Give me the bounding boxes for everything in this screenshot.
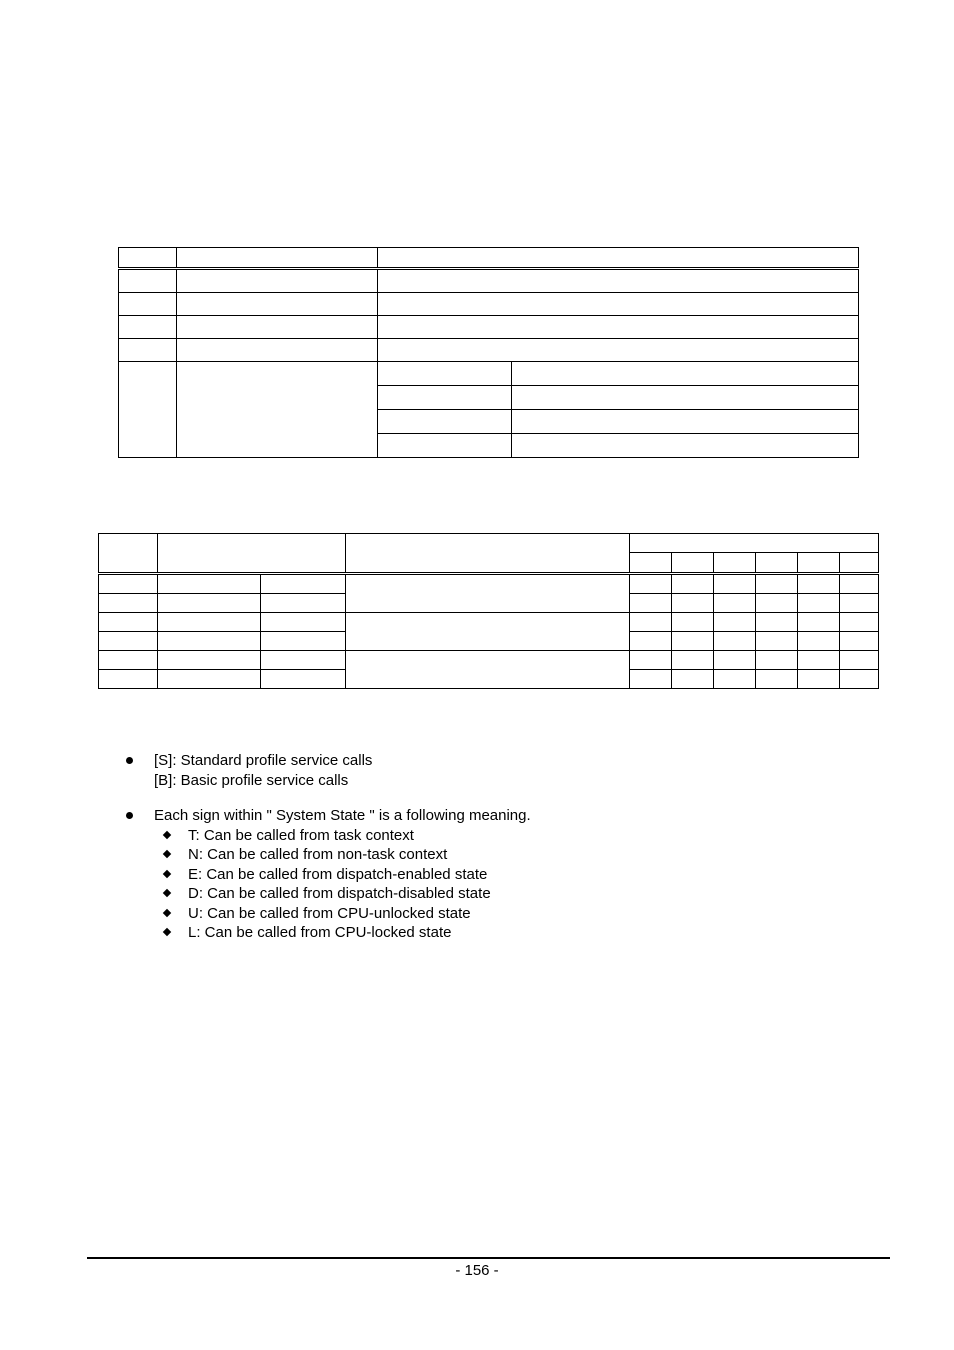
- table-cell: [714, 574, 756, 594]
- list-item: [154, 845, 531, 865]
- diamond-bullet-icon: [163, 908, 171, 916]
- table-cell: [714, 651, 756, 670]
- table-cell: [99, 574, 158, 594]
- table-cell: [714, 670, 756, 689]
- table-cell: [756, 574, 798, 594]
- basic-profile-text: [B]: Basic profile service calls: [154, 771, 349, 789]
- table-cell: [512, 386, 859, 410]
- parameters-table: [118, 247, 859, 458]
- table-cell: [756, 632, 798, 651]
- system-state-intro: Each sign within " System State " is a following meaning.: [154, 807, 531, 824]
- diamond-bullet-icon: [163, 850, 171, 858]
- table-cell: [840, 632, 879, 651]
- table-cell: [630, 632, 672, 651]
- system-state-list: [154, 826, 531, 943]
- table-cell: [378, 339, 859, 362]
- table-cell: [630, 670, 672, 689]
- table-cell: [158, 534, 346, 574]
- table-cell: [798, 613, 840, 632]
- standard-profile-text: [S]: Standard profile service calls: [154, 752, 373, 769]
- table-cell: [158, 594, 261, 613]
- table-cell: [378, 386, 512, 410]
- list-item: [154, 865, 531, 885]
- table-cell: [261, 613, 346, 632]
- table-row: [119, 293, 859, 316]
- table-cell: [672, 594, 714, 613]
- table-cell: [756, 651, 798, 670]
- table-cell: [798, 632, 840, 651]
- table-cell: [672, 670, 714, 689]
- table-cell: [177, 269, 378, 293]
- list-item-text: E: Can be called from dispatch-enabled state: [188, 865, 488, 883]
- table-cell: [798, 670, 840, 689]
- table-cell: [119, 293, 177, 316]
- table-cell: [756, 553, 798, 574]
- table-cell: [261, 574, 346, 594]
- list-item: [154, 923, 531, 943]
- table-cell: [158, 613, 261, 632]
- table-cell: [378, 362, 512, 386]
- table-row: [119, 269, 859, 293]
- table-row: [119, 339, 859, 362]
- table-cell: [119, 269, 177, 293]
- table-cell: [798, 594, 840, 613]
- table-cell: [177, 248, 378, 269]
- diamond-bullet-icon: [163, 889, 171, 897]
- table-cell: [512, 410, 859, 434]
- table-header-row: [119, 248, 859, 269]
- table-cell: [158, 670, 261, 689]
- table-row: [99, 574, 879, 594]
- table-cell: [672, 651, 714, 670]
- table-cell: [158, 651, 261, 670]
- list-item-text: D: Can be called from dispatch-disabled state: [188, 885, 491, 902]
- table-cell: [158, 574, 261, 594]
- list-item-text: U: Can be called from CPU-unlocked state: [188, 904, 471, 922]
- list-item-text: L: Can be called from CPU-locked state: [188, 924, 452, 941]
- table-cell: [99, 651, 158, 670]
- table-cell: [177, 293, 378, 316]
- table-cell: [346, 613, 630, 651]
- table-cell: [378, 410, 512, 434]
- table-cell: [99, 594, 158, 613]
- table-cell: [99, 534, 158, 574]
- list-item: [154, 884, 531, 904]
- table-cell: [158, 632, 261, 651]
- table-cell: [99, 632, 158, 651]
- table-cell: [177, 316, 378, 339]
- table-cell: [840, 594, 879, 613]
- footer-divider: [87, 1257, 890, 1259]
- diamond-bullet-icon: [163, 830, 171, 838]
- list-item-text: N: Can be called from non-task context: [188, 846, 448, 863]
- table-row: [119, 362, 859, 386]
- list-item: [154, 826, 531, 846]
- table-cell: [261, 670, 346, 689]
- table-cell: [378, 269, 859, 293]
- notes-section: [124, 751, 531, 943]
- table-cell: [756, 594, 798, 613]
- table-cell: [119, 248, 177, 269]
- table-cell: [798, 574, 840, 594]
- diamond-bullet-icon: [163, 869, 171, 877]
- table-cell: [756, 613, 798, 632]
- bullet-icon: [126, 812, 133, 819]
- table-cell: [261, 594, 346, 613]
- system-state-note: [124, 806, 531, 943]
- table-cell: [630, 553, 672, 574]
- table-cell: [672, 613, 714, 632]
- diamond-bullet-icon: [163, 928, 171, 936]
- table-cell: [512, 362, 859, 386]
- table-cell: [261, 651, 346, 670]
- table-cell: [630, 613, 672, 632]
- table-cell: [346, 534, 630, 574]
- table-row: [99, 651, 879, 670]
- table-cell: [378, 293, 859, 316]
- table-cell: [630, 594, 672, 613]
- table-cell: [840, 651, 879, 670]
- table-cell: [714, 632, 756, 651]
- table-cell: [840, 670, 879, 689]
- table-cell: [756, 670, 798, 689]
- page-number: - 156 -: [455, 1262, 499, 1279]
- table-cell: [99, 613, 158, 632]
- table-cell: [177, 339, 378, 362]
- table-cell: [672, 632, 714, 651]
- table-row: [119, 316, 859, 339]
- table-cell: [714, 594, 756, 613]
- table-cell: [840, 553, 879, 574]
- list-item: [154, 904, 531, 924]
- system-state-header-cell: [630, 534, 879, 553]
- table-cell: [672, 574, 714, 594]
- table-header-row: [99, 534, 879, 553]
- table-cell: [798, 651, 840, 670]
- table-cell: [512, 434, 859, 458]
- table-cell: [346, 574, 630, 613]
- table-cell: [714, 613, 756, 632]
- table-cell: [261, 632, 346, 651]
- table-cell: [177, 362, 378, 458]
- profile-note: [124, 751, 531, 790]
- table-cell: [378, 434, 512, 458]
- table-cell: [798, 553, 840, 574]
- table-cell: [630, 651, 672, 670]
- bullet-icon: [126, 757, 133, 764]
- table-cell: [630, 574, 672, 594]
- service-calls-table: [98, 533, 879, 689]
- table-cell: [840, 613, 879, 632]
- table-cell: [672, 553, 714, 574]
- table-row: [99, 613, 879, 632]
- table-cell: [714, 553, 756, 574]
- table-cell: [119, 362, 177, 458]
- table-cell: [99, 670, 158, 689]
- table-cell: [840, 574, 879, 594]
- table-cell: [378, 316, 859, 339]
- table-cell: [346, 651, 630, 689]
- table-cell: [119, 316, 177, 339]
- list-item-text: T: Can be called from task context: [188, 826, 414, 844]
- table-cell: [119, 339, 177, 362]
- table-cell: [378, 248, 859, 269]
